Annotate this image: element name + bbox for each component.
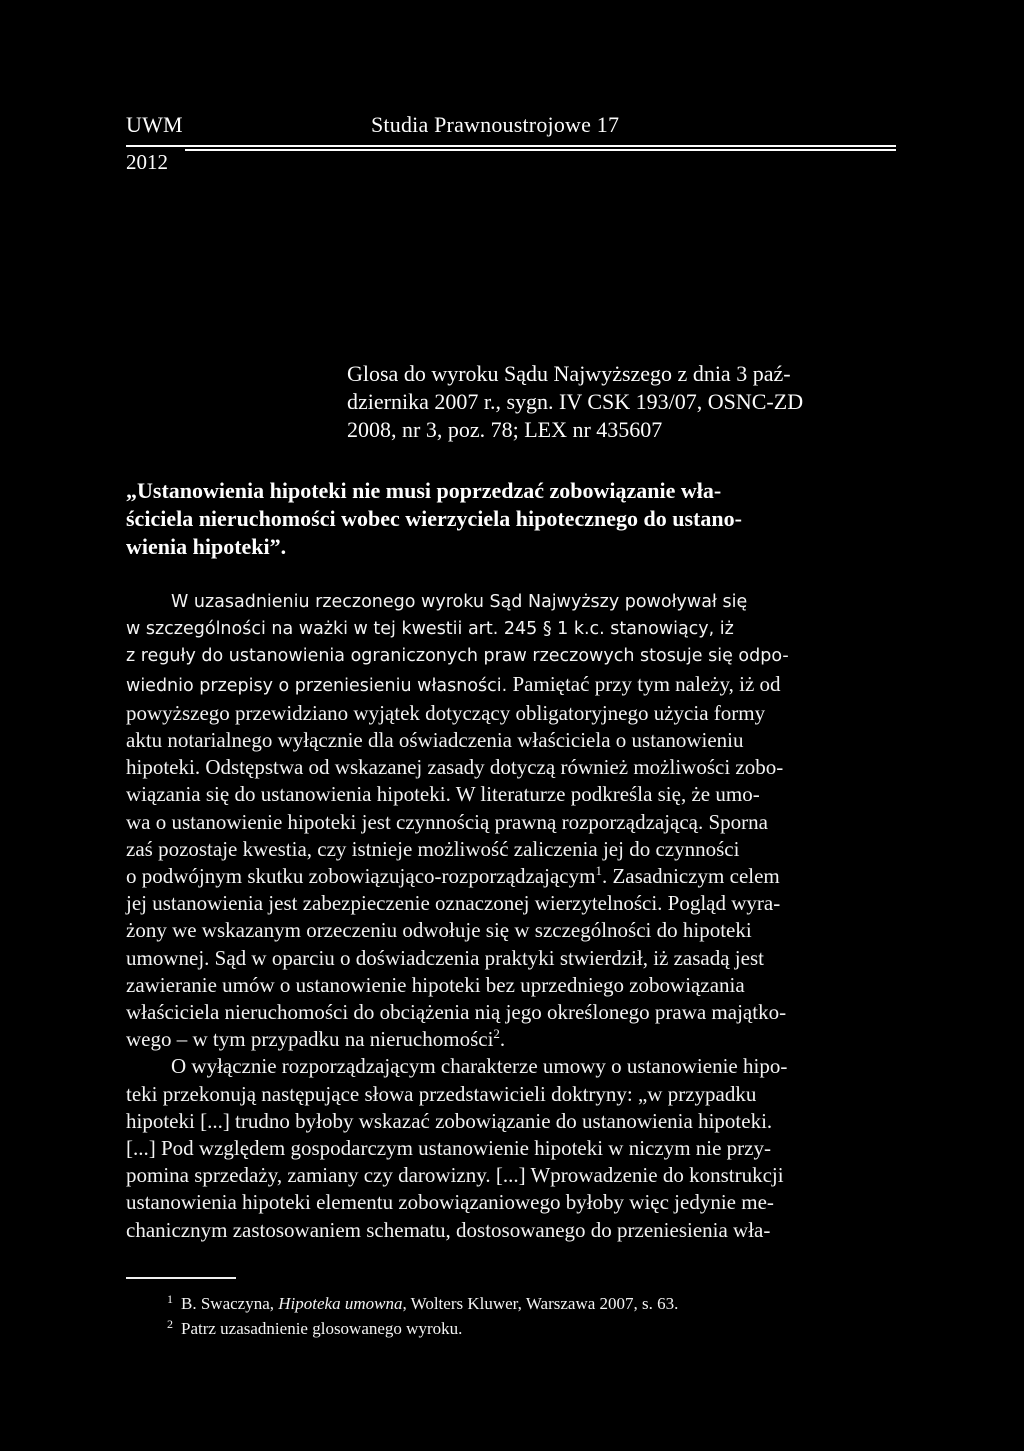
body-line: wiązania się do ustanowienia hipoteki. W literaturze podkreśla się, że umo- [126,782,760,807]
body-segment: Pamiętać przy tym należy, iż od [512,671,781,696]
body-line: teki przekonują następujące słowa przedstawicieli doktryny: „w przypadku [126,1081,757,1106]
body-line: ustanowienia hipoteki elementu zobowiązaniowego byłoby więc jedynie me- [126,1190,774,1215]
gloss-title-line: dziernika 2007 r., sygn. IV CSK 193/07, OSNC-ZD [347,389,804,414]
body-line: zawieranie umów o ustanowienie hipoteki bez uprzedniego zobowiązania [126,972,745,997]
body-line: w szczególności na ważki w tej kwestii art. 245 § 1 k.c. stanowiący, iż [126,619,734,640]
body-line: umownej. Sąd w oparciu o doświadczenia praktyki stwierdził, iż zasadą jest [126,945,764,970]
body-line: hipoteki [...] trudno byłoby wskazać zobowiązanie do ustanowienia hipoteki. [126,1108,773,1133]
body-segment: wego – w tym przypadku na nieruchomości [126,1027,494,1052]
body-line: z reguły do ustanowienia ograniczonych praw rzeczowych stosuje się odpo- [126,646,789,667]
footnote-number: 2 [167,1317,173,1331]
footnote-2 [167,1314,897,1339]
body-line: hipoteki. Odstępstwa od wskazanej zasady dotyczą również możliwości zobo- [126,755,784,780]
footnote-separator [126,1277,236,1279]
footnote-ref-2: 2 [493,1026,500,1042]
body-line: aktu notarialnego wyłącznie dla oświadczenia właściciela o ustanowieniu [126,728,744,753]
footnote-text: , Wolters Kluwer, Warszawa 2007, s. 63. [402,1294,679,1313]
publication-year: 2012 [126,150,168,174]
header-rule-bottom [185,149,896,151]
body-line: zaś pozostaje kwestia, czy istnieje możliwość zaliczenia jej do czynności [126,836,740,861]
body-line [126,671,896,700]
thesis-line: wienia hipoteki”. [126,534,287,559]
body-line: chanicznym zastosowaniem schematu, dostosowanego do przeniesienia wła- [126,1217,771,1242]
thesis-line: „Ustanowienia hipoteki nie musi poprzedzać zobowiązanie wła- [126,478,722,503]
footnote-number: 1 [167,1292,173,1306]
footnote-book-title: Hipoteka umowna [278,1294,403,1313]
body-segment: . Zasadniczym celem [601,864,780,889]
footnotes [167,1289,897,1339]
body-line: powyższego przewidziano wyjątek dotyczący obligatoryjnego użycia formy [126,700,766,725]
gloss-title-line: 2008, nr 3, poz. 78; LEX nr 435607 [347,417,663,442]
body-segment: wiednio przepisy o przeniesieniu własności. [126,675,508,696]
body-line: jej ustanowienia jest zabezpieczenie oznaczonej wierzytelności. Pogląd wyra- [126,891,781,916]
body-line: O wyłącznie rozporządzającym charakterze umowy o ustanowienie hipo- [171,1054,788,1079]
footnote-1 [167,1289,897,1314]
body-line: W uzasadnieniu rzeczonego wyroku Sąd Najwyższy powoływał się [171,592,748,612]
journal-title: Studia Prawnoustrojowe 17 [371,112,620,137]
body-line: [...] Pod względem gospodarczym ustanowienie hipoteki w niczym nie przy- [126,1136,771,1161]
body-line: pomina sprzedaży, zamiany czy darowizny. [...] Wprowadzenie do konstrukcji [126,1163,784,1188]
gloss-title-line: Glosa do wyroku Sądu Najwyższego z dnia 3 paź- [347,361,791,386]
body-line: żony we wskazanym orzeczeniu odwołuje się w szczególności do hipoteki [126,918,752,943]
body-line: wa o ustanowienie hipoteki jest czynnością prawną rozporządzającą. Sporna [126,809,768,834]
thesis-line: ściciela nieruchomości wobec wierzyciela hipotecznego do ustano- [126,506,742,531]
body-line [126,1026,896,1053]
publisher-label: UWM [126,112,183,137]
footnote-text: B. Swaczyna, [181,1294,279,1313]
body-line: właściciela nieruchomości do obciążenia nią jego określonego prawa majątko- [126,1000,787,1025]
gloss-title [347,360,897,444]
body-segment: o podwójnym skutku zobowiązująco-rozporządzającym [126,864,596,889]
body-line [126,863,896,890]
footnote-text: Patrz uzasadnienie glosowanego wyroku. [181,1319,463,1338]
header-rule-top [126,145,896,147]
footnote-ref-1: 1 [595,863,602,879]
thesis-quote [126,477,896,561]
body-text [126,589,896,1244]
body-segment: . [499,1027,506,1052]
